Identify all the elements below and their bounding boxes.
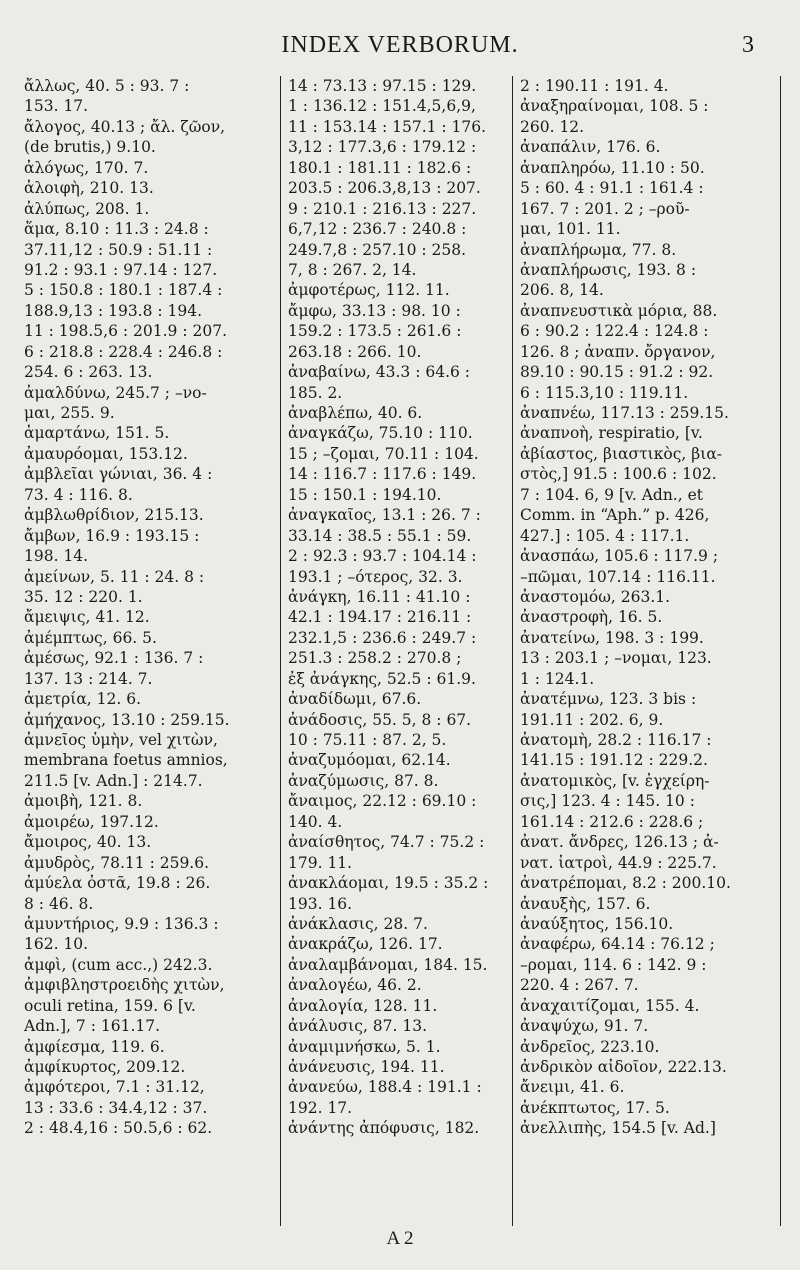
index-line: ἀναλογέω, 46. 2.: [288, 976, 422, 995]
index-line: ἀμοιβὴ, 121. 8.: [24, 792, 143, 811]
index-line: ἀνέκπτωτος, 17. 5.: [520, 1098, 670, 1117]
index-line: 220. 4 : 267. 7.: [520, 976, 639, 995]
index-line: 5 : 60. 4 : 91.1 : 161.4 :: [520, 179, 704, 198]
index-line: ἀμφίεσμα, 119. 6.: [24, 1037, 165, 1056]
index-line: 2 : 48.4,16 : 50.5,6 : 62.: [24, 1119, 213, 1138]
index-line: 9 : 210.1 : 216.13 : 227.: [288, 199, 477, 218]
index-line: ἁμαρτάνω, 151. 5.: [24, 424, 170, 443]
index-line: μαι, 101. 11.: [520, 220, 621, 239]
index-line: 14 : 116.7 : 117.6 : 149.: [288, 465, 477, 484]
index-line: ἀμφιβληστροειδὴς χιτὼν,: [24, 976, 225, 995]
index-line: 6,7,12 : 236.7 : 240.8 :: [288, 220, 467, 239]
index-line: ἀμέμπτως, 66. 5.: [24, 628, 157, 647]
index-line: ἀναμιμνήσκω, 5. 1.: [288, 1037, 441, 1056]
index-line: 73. 4 : 116. 8.: [24, 485, 133, 504]
index-line: ἀμήχανος, 13.10 : 259.15.: [24, 710, 230, 729]
index-line: ἀνελλιπὴς, 154.5 [v. Ad.]: [520, 1119, 716, 1138]
index-line: ἀναλογία, 128. 11.: [288, 996, 438, 1015]
index-line: ἀμύελα ὀστᾶ, 19.8 : 26.: [24, 874, 211, 893]
index-line: 15 : 150.1 : 194.10.: [288, 485, 442, 504]
index-line: 89.10 : 90.15 : 91.2 : 92.: [520, 363, 714, 382]
index-line: 206. 8, 14.: [520, 281, 604, 300]
index-line: ἀναζυμόομαι, 62.14.: [288, 751, 451, 770]
index-line: ἀμαυρόομαι, 153.12.: [24, 444, 188, 463]
index-line: ἀναπλήρωσις, 193. 8 :: [520, 260, 697, 279]
index-line: 159.2 : 173.5 : 261.6 :: [288, 322, 462, 341]
index-line: ἄμφω, 33.13 : 98. 10 :: [288, 301, 461, 320]
index-line: 6 : 90.2 : 122.4 : 124.8 :: [520, 322, 709, 341]
index-line: 193. 16.: [288, 894, 353, 913]
index-line: νατ. ἰατροὶ, 44.9 : 225.7.: [520, 853, 717, 872]
index-line: ἀναυξὴς, 157. 6.: [520, 894, 651, 913]
index-line: ἀναψύχω, 91. 7.: [520, 1017, 649, 1036]
printer-signature: A 2: [386, 1228, 414, 1249]
index-line: 254. 6 : 263. 13.: [24, 363, 153, 382]
index-line: ἀναβλέπω, 40. 6.: [288, 404, 423, 422]
index-line: 6 : 115.3,10 : 119.11.: [520, 383, 689, 402]
index-line: 33.14 : 38.5 : 55.1 : 59.: [288, 526, 472, 545]
index-line: 427.] : 105. 4 : 117.1.: [520, 526, 690, 545]
index-line: ἀνατείνω, 198. 3 : 199.: [520, 628, 704, 647]
index-line: 251.3 : 258.2 : 270.8 ;: [288, 649, 462, 668]
index-line: 5 : 150.8 : 180.1 : 187.4 :: [24, 281, 223, 300]
index-line: ἀναπνοὴ, respiratio, [v.: [520, 424, 703, 443]
index-line: ἀμφότεροι, 7.1 : 31.12,: [24, 1078, 205, 1097]
index-line: ἀναδίδωμι, 67.6.: [288, 690, 422, 709]
index-line: 11 : 198.5,6 : 201.9 : 207.: [24, 322, 227, 341]
column-divider: [512, 76, 513, 1226]
running-title: INDEX VERBORUM.: [281, 32, 519, 58]
index-line: ἀναβαίνω, 43.3 : 64.6 :: [288, 363, 471, 382]
index-line: ἀνακλάομαι, 19.5 : 35.2 :: [288, 874, 489, 893]
index-line: ἀναστομόω, 263.1.: [520, 587, 671, 606]
index-line: ἀνατέμνω, 123. 3 bis :: [520, 690, 697, 709]
index-line: (de brutis,) 9.10.: [24, 138, 156, 157]
index-line: 193.1 ; –ότερος, 32. 3.: [288, 567, 463, 586]
index-line: 91.2 : 93.1 : 97.14 : 127.: [24, 260, 218, 279]
index-line: ἀναξηραίνομαι, 108. 5 :: [520, 97, 709, 116]
index-line: ἀμείνων, 5. 11 : 24. 8 :: [24, 567, 205, 586]
index-line: 35. 12 : 220. 1.: [24, 587, 143, 606]
index-line: ἀνάκλασις, 28. 7.: [288, 914, 428, 933]
index-line: ἐξ ἀνάγκης, 52.5 : 61.9.: [288, 669, 476, 688]
index-line: ἀμετρία, 12. 6.: [24, 690, 142, 709]
column-divider: [280, 76, 281, 1226]
index-line: ἀναστροφὴ, 16. 5.: [520, 608, 663, 627]
index-line: ἀνδρεῖος, 223.10.: [520, 1037, 660, 1056]
index-line: Adn.], 7 : 161.17.: [24, 1017, 161, 1036]
index-line: 167. 7 : 201. 2 ; –ροῦ-: [520, 199, 690, 218]
index-line: ἀναγκάζω, 75.10 : 110.: [288, 424, 473, 443]
index-line: ἀμέσως, 92.1 : 136. 7 :: [24, 649, 204, 668]
index-line: ἀμνεῖος ὑμὴν, vel χιτὼν,: [24, 731, 218, 749]
index-line: 137. 13 : 214. 7.: [24, 669, 153, 688]
index-line: 7, 8 : 267. 2, 14.: [288, 260, 417, 279]
index-line: ἀναπλήρωμα, 77. 8.: [520, 240, 677, 259]
index-line: ἀνασπάω, 105.6 : 117.9 ;: [520, 547, 719, 566]
index-line: ἀναπάλιν, 176. 6.: [520, 138, 661, 157]
index-line: 14 : 73.13 : 97.15 : 129.: [288, 77, 477, 95]
index-line: 198. 14.: [24, 547, 89, 566]
index-line: 191.11 : 202. 6, 9.: [520, 710, 664, 729]
index-line: –ρομαι, 114. 6 : 142. 9 :: [520, 955, 707, 974]
index-line: ἄμοιρος, 40. 13.: [24, 833, 152, 852]
index-line: ἄναιμος, 22.12 : 69.10 :: [288, 792, 477, 811]
index-line: ἀλύπως, 208. 1.: [24, 199, 150, 218]
index-line: 2 : 92.3 : 93.7 : 104.14 :: [288, 547, 477, 566]
index-line: 161.14 : 212.6 : 228.6 ;: [520, 812, 704, 831]
index-line: ἄλογος, 40.13 ; ἄλ. ζῶον,: [24, 117, 226, 136]
page-header: [0, 28, 800, 68]
index-line: ἀμφὶ, (cum acc.,) 242.3.: [24, 955, 213, 974]
index-line: 153. 17.: [24, 97, 89, 116]
index-line: ἀναπνευστικὰ μόρια, 88.: [520, 301, 718, 320]
index-line: ἀνάλυσις, 87. 13.: [288, 1017, 428, 1036]
index-line: 7 : 104. 6, 9 [v. Adn., et: [520, 485, 703, 504]
index-line: ἅμα, 8.10 : 11.3 : 24.8 :: [24, 220, 209, 239]
index-line: ἄλλως, 40. 5 : 93. 7 :: [24, 77, 190, 95]
index-line: 126. 8 ; ἀναπν. ὄργανον,: [520, 342, 716, 361]
index-line: ἀνάντης ἀπόφυσις, 182.: [288, 1119, 480, 1138]
index-line: ἀμφοτέρως, 112. 11.: [288, 281, 450, 300]
index-line: 185. 2.: [288, 383, 343, 402]
index-line: ἀνατρέπομαι, 8.2 : 200.10.: [520, 874, 731, 893]
index-line: 203.5 : 206.3,8,13 : 207.: [288, 179, 481, 198]
index-line: ἄμειψις, 41. 12.: [24, 608, 150, 627]
index-line: ἀνατομὴ, 28.2 : 116.17 :: [520, 731, 712, 749]
index-line: 232.1,5 : 236.6 : 249.7 :: [288, 628, 477, 647]
index-line: 180.1 : 181.11 : 182.6 :: [288, 158, 472, 177]
index-line: ἀμφίκυρτος, 209.12.: [24, 1058, 186, 1076]
index-line: ἀναίσθητος, 74.7 : 75.2 :: [288, 833, 485, 852]
index-line: 260. 12.: [520, 117, 585, 136]
index-line: σις,] 123. 4 : 145. 10 :: [520, 792, 695, 811]
column-divider: [780, 76, 781, 1226]
index-line: 8 : 46. 8.: [24, 894, 94, 913]
index-line: ἀμαλδύνω, 245.7 ; –νο-: [24, 383, 207, 402]
index-line: ἀμοιρέω, 197.12.: [24, 812, 159, 831]
index-line: ἀνατομικὸς, [v. ἐγχείρη-: [520, 771, 710, 790]
index-line: 2 : 190.11 : 191. 4.: [520, 77, 669, 95]
index-line: ἀμβλωθρίδιον, 215.13.: [24, 506, 204, 525]
index-line: ἀναπνέω, 117.13 : 259.15.: [520, 404, 729, 422]
index-line: 249.7,8 : 257.10 : 258.: [288, 240, 467, 259]
index-line: ἀναχαιτίζομαι, 155. 4.: [520, 996, 700, 1015]
index-column-1: [24, 76, 276, 1226]
index-line: ἀμβλεῖαι γώνιαι, 36. 4 :: [24, 465, 213, 484]
index-line: ἀναπληρόω, 11.10 : 50.: [520, 158, 705, 177]
index-line: 141.15 : 191.12 : 229.2.: [520, 751, 708, 770]
index-line: ἀβίαστος, βιαστικὸς, βια-: [520, 444, 723, 463]
index-column-2: [288, 76, 510, 1226]
index-line: ἀμυδρὸς, 78.11 : 259.6.: [24, 853, 210, 872]
index-line: 37.11,12 : 50.9 : 51.11 :: [24, 240, 213, 259]
index-line: ἀνατ. ἄνδρες, 126.13 ; ἀ-: [520, 833, 719, 852]
index-line: ἀναφέρω, 64.14 : 76.12 ;: [520, 935, 715, 954]
index-line: –πῶμαι, 107.14 : 116.11.: [520, 567, 716, 586]
index-line: Comm. in “Aph.” p. 426,: [520, 506, 710, 525]
index-line: 179. 11.: [288, 853, 353, 872]
index-line: ἀνάγκη, 16.11 : 41.10 :: [288, 587, 471, 606]
index-line: oculi retina, 159. 6 [v.: [24, 996, 196, 1015]
index-line: ἀνδρικὸν αἰδοῖον, 222.13.: [520, 1058, 727, 1076]
index-line: 15 ; –ζομαι, 70.11 : 104.: [288, 444, 479, 463]
index-line: 6 : 218.8 : 228.4 : 246.8 :: [24, 342, 223, 361]
index-line: 13 : 203.1 ; –νομαι, 123.: [520, 649, 712, 668]
index-line: ἄμβων, 16.9 : 193.15 :: [24, 526, 200, 545]
index-line: ἀνακράζω, 126. 17.: [288, 935, 443, 954]
index-column-3: [520, 76, 776, 1226]
index-line: 13 : 33.6 : 34.4,12 : 37.: [24, 1098, 208, 1117]
index-line: ἄνειμι, 41. 6.: [520, 1078, 625, 1097]
page-number: 3: [742, 32, 754, 58]
index-line: στὸς,] 91.5 : 100.6 : 102.: [520, 465, 717, 484]
index-line: ἀναζύμωσις, 87. 8.: [288, 771, 439, 790]
index-line: ἀνανεύω, 188.4 : 191.1 :: [288, 1078, 482, 1097]
index-line: 11 : 153.14 : 157.1 : 176.: [288, 117, 487, 136]
index-line: 263.18 : 266. 10.: [288, 342, 422, 361]
index-line: ἀναλαμβάνομαι, 184. 15.: [288, 955, 488, 974]
index-line: 42.1 : 194.17 : 216.11 :: [288, 608, 472, 627]
index-line: 1 : 136.12 : 151.4,5,6,9,: [288, 97, 476, 116]
index-line: 192. 17.: [288, 1098, 353, 1117]
index-line: 188.9,13 : 193.8 : 194.: [24, 301, 203, 320]
index-line: 211.5 [v. Adn.] : 214.7.: [24, 771, 203, 790]
index-line: 1 : 124.1.: [520, 669, 595, 688]
index-line: ἀλόγως, 170. 7.: [24, 158, 149, 177]
index-line: 3,12 : 177.3,6 : 179.12 :: [288, 138, 477, 157]
index-line: 10 : 75.11 : 87. 2, 5.: [288, 731, 447, 749]
index-line: 140. 4.: [288, 812, 343, 831]
index-line: membrana foetus amnios,: [24, 751, 228, 770]
index-line: ἀμυντήριος, 9.9 : 136.3 :: [24, 914, 219, 933]
index-line: ἀνάδοσις, 55. 5, 8 : 67.: [288, 710, 472, 729]
index-line: ἀναγκαῖος, 13.1 : 26. 7 :: [288, 506, 481, 525]
index-line: ἀνάνευσις, 194. 11.: [288, 1058, 445, 1076]
index-line: ἀλοιφὴ, 210. 13.: [24, 179, 154, 198]
index-line: ἀναύξητος, 156.10.: [520, 914, 674, 933]
index-line: μαι, 255. 9.: [24, 404, 115, 422]
index-line: 162. 10.: [24, 935, 89, 954]
